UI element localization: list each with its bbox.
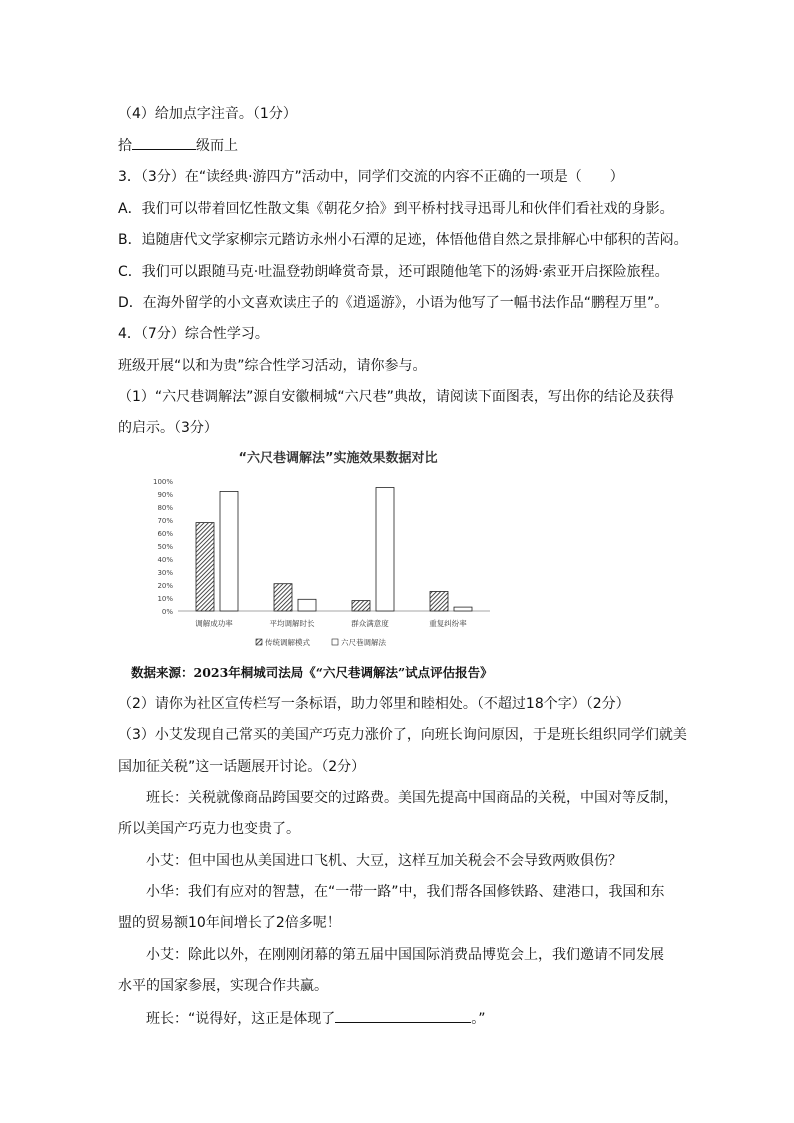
monitor-answer-pre: 班长：“说得好，这正是体现了 xyxy=(146,1011,336,1027)
q2-4-word xyxy=(118,135,238,156)
dialogue-monitor-1-line2: 所以美国产巧克力也变贵了。 xyxy=(118,821,300,837)
y-tick-label: 30% xyxy=(157,569,173,577)
y-tick-label: 50% xyxy=(157,543,173,551)
monitor-answer-post: 。” xyxy=(471,1011,486,1027)
q2-4-prompt: （4）给加点字注音。（1分） xyxy=(118,106,297,122)
dialogue-monitor-2 xyxy=(146,1008,486,1029)
bar-liuchixiang-2 xyxy=(376,488,394,612)
legend-label: 六尺巷调解法 xyxy=(341,638,386,647)
bar-liuchixiang-3 xyxy=(454,607,472,611)
dialogue-xiaoai-1: 小艾：但中国也从美国进口飞机、大豆，这样互加关税会不会导致两败俱伤？ xyxy=(146,853,622,869)
q3-stem: 3．（3分）在“读经典·游四方”活动中，同学们交流的内容不正确的一项是（ ） xyxy=(118,169,624,185)
y-tick-label: 40% xyxy=(157,556,173,564)
dialogue-xiaohua-line1: 小华：我们有应对的智慧，在“一带一路”中，我们帮各国修铁路、建港口，我国和东 xyxy=(146,884,665,900)
y-tick-label: 70% xyxy=(157,517,173,525)
x-category-label: 调解成功率 xyxy=(195,619,233,628)
q3-option-d[interactable]: D．在海外留学的小文喜欢读庄子的《逍遥游》，小语为他写了一幅书法作品“鹏程万里”。 xyxy=(118,295,669,311)
pinyin-blank[interactable] xyxy=(132,135,196,150)
dialogue-xiaoai-2-line1: 小艾：除此以外，在刚刚闭幕的第五届中国国际消费品博览会上，我们邀请不同发展 xyxy=(146,947,664,963)
bar-traditional-3 xyxy=(430,592,448,612)
y-tick-label: 60% xyxy=(157,530,173,538)
x-category-label: 重复纠纷率 xyxy=(429,619,467,628)
q4-part1-line2: 的启示。（3分） xyxy=(118,420,218,436)
y-tick-label: 90% xyxy=(157,491,173,499)
y-tick-label: 10% xyxy=(157,595,173,603)
dialogue-monitor-1-line1: 班长：关税就像商品跨国要交的过路费。美国先提高中国商品的关税，中国对等反制， xyxy=(146,790,678,806)
q3-option-a[interactable]: A．我们可以带着回忆性散文集《朝花夕拾》到平桥村找寻迅哥儿和伙伴们看社戏的身影。 xyxy=(118,201,674,217)
chart-title: “六尺巷调解法”实施效果数据对比 xyxy=(238,451,438,466)
q2-4-word-pre: 拾 xyxy=(118,138,132,154)
x-category-label: 群众满意度 xyxy=(351,619,389,628)
bar-traditional-2 xyxy=(352,601,370,611)
answer-blank[interactable] xyxy=(335,1008,471,1023)
dialogue-xiaoai-2-line2: 水平的国家参展，实现合作共赢。 xyxy=(118,978,328,994)
y-tick-label: 80% xyxy=(157,504,173,512)
legend-label: 传统调解模式 xyxy=(265,638,310,647)
x-category-label: 平均调解时长 xyxy=(269,619,315,628)
q2-4-word-post: 级而上 xyxy=(196,138,238,154)
q3-option-c[interactable]: C．我们可以跟随马克·吐温登勃朗峰赏奇景，还可跟随他笔下的汤姆·索亚开启探险旅程。 xyxy=(118,264,669,280)
chart-source: 数据来源：2023年桐城司法局《“六尺巷调解法”试点评估报告》 xyxy=(131,665,493,680)
legend-swatch xyxy=(256,639,262,645)
q4-part1-line1: （1）“六尺巷调解法”源自安徽桐城“六尺巷”典故，请阅读下面图表，写出你的结论及获得 xyxy=(118,389,674,405)
y-tick-label: 20% xyxy=(157,582,173,590)
bar-traditional-1 xyxy=(274,584,292,611)
q4-intro: 班级开展“以和为贵”综合性学习活动，请你参与。 xyxy=(118,358,427,374)
y-tick-label: 0% xyxy=(161,608,173,616)
bar-liuchixiang-0 xyxy=(220,491,238,611)
q4-stem: 4．（7分）综合性学习。 xyxy=(118,326,269,342)
q3-option-b[interactable]: B．追随唐代文学家柳宗元踏访永州小石潭的足迹，体悟他借自然之景排解心中郁积的苦闷。 xyxy=(118,232,688,248)
bar-chart xyxy=(138,444,498,654)
y-tick-label: 100% xyxy=(152,478,173,486)
dialogue-xiaohua-line2: 盟的贸易额10年间增长了2倍多呢！ xyxy=(118,915,341,931)
bar-liuchixiang-1 xyxy=(298,599,316,611)
q4-part2: （2）请你为社区宣传栏写一条标语，助力邻里和睦相处。（不超过18个字）（2分） xyxy=(118,696,630,712)
legend-swatch xyxy=(332,639,338,645)
bar-traditional-0 xyxy=(196,523,214,611)
q4-part3-line2: 国加征关税”这一话题展开讨论。（2分） xyxy=(118,759,366,775)
q4-part3-line1: （3）小艾发现自己常买的美国产巧克力涨价了，向班长询问原因，于是班长组织同学们就美 xyxy=(118,727,687,743)
